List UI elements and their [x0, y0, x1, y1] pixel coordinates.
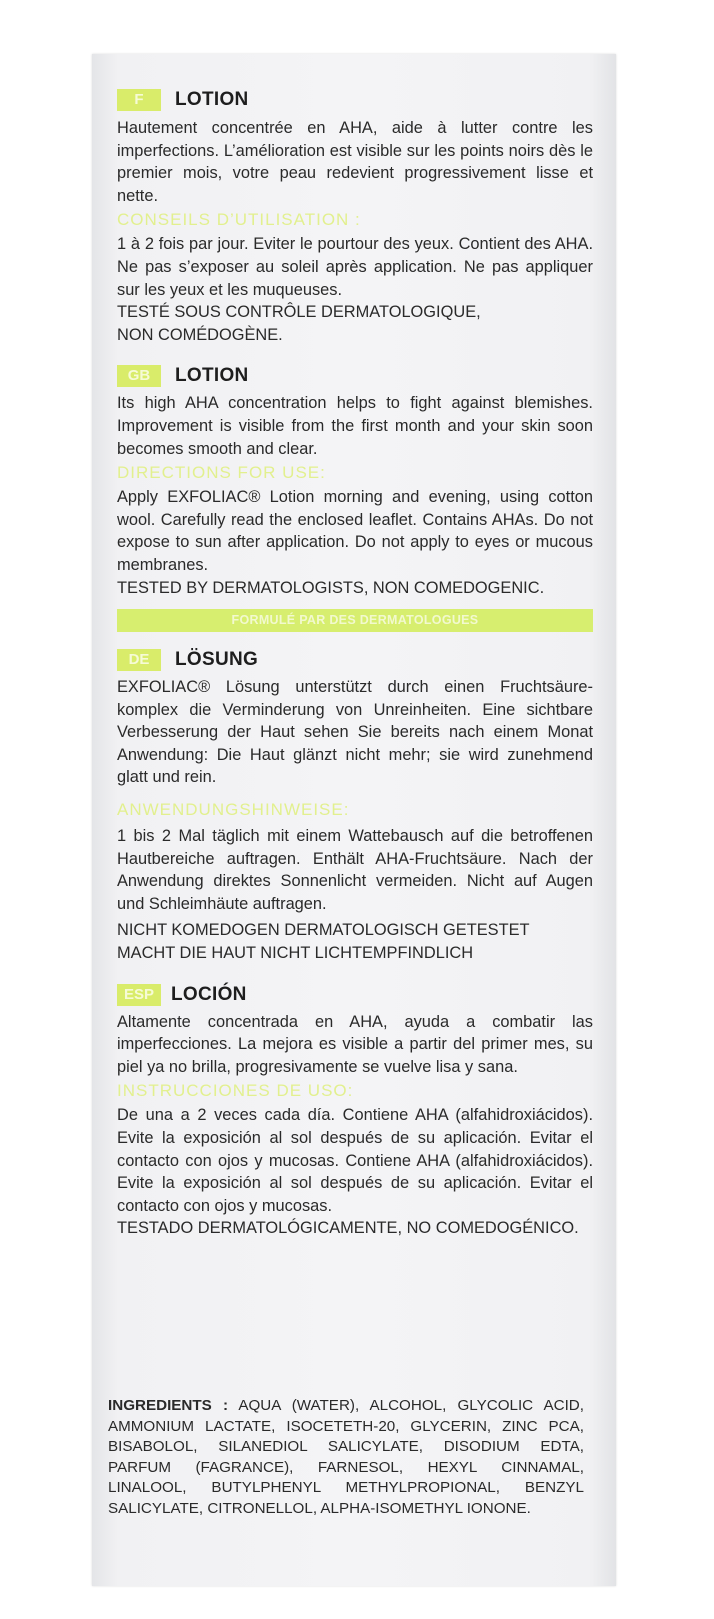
section-title-de: LÖSUNG [175, 649, 259, 671]
label-panel [117, 88, 593, 1240]
section-header-esp [117, 983, 593, 1007]
tested-text-esp: TESTADO DERMATOLÓGICAMENTE, NO COMEDOGÉNICO. [117, 1219, 579, 1238]
section-title-fr: LOTION [175, 89, 249, 110]
language-badge-esp: ESP [117, 984, 161, 1006]
usage-heading-gb: DIRECTIONS FOR USE: [117, 463, 326, 483]
usage-text-de: 1 bis 2 Mal täglich mit einem Wattebausch auf die betroffenen Hautbereiche auftragen. Enthält AHA-Fruchtsäure. Nach der Anwendung direktes Sonnenlicht vermeiden. Nicht auf Augen und Schleimhäute auftragen. [117, 827, 593, 913]
ingredients-label: INGREDIENTS : [108, 1397, 229, 1414]
section-title-gb: LOTION [175, 365, 249, 387]
language-badge-de: DE [117, 649, 161, 671]
tested-text-fr: TESTÉ SOUS CONTRÔLE DERMATOLOGIQUE, NON COMÉDOGÈNE. [117, 303, 481, 344]
tested-text-de-1: NICHT KOMEDOGEN DERMATOLOGISCH GETESTET [117, 921, 530, 940]
usage-text-gb: Apply EXFOLIAC® Lotion morning and evening, using cotton wool. Carefully read the enclosed leaflet. Contains AHAs. Do not expose to sun after application. Do not apply to eyes or mucous membranes. [117, 488, 593, 574]
description-gb: Its high AHA concentration helps to fight against blemishes. Improvement is visible from the first month and your skin soon becomes smooth and clear. [117, 394, 593, 458]
usage-heading-de: ANWENDUNGSHINWEISE: [117, 800, 350, 820]
usage-heading-esp: INSTRUCCIONES DE USO: [117, 1081, 354, 1101]
language-badge-gb: GB [117, 365, 161, 387]
section-header-gb [117, 364, 593, 388]
usage-text-esp: De una a 2 veces cada día. Contiene AHA (alfahidroxiácidos). Evite la exposición al sol después de su aplicación. Evitar el contacto con ojos y mucosas. Contiene AHA (alfahidroxiácidos). Evite la exposición al sol después de su aplicación. Evitar el contacto con ojos y mucosas. [117, 1106, 593, 1215]
tested-text-gb: TESTED BY DERMATOLOGISTS, NON COMEDOGENIC. [117, 578, 545, 597]
ingredients-text: AQUA (WATER), ALCOHOL, GLYCOLIC ACID, AMMONIUM LACTATE, ISOCETETH-20, GLYCERIN, ZINC PCA, BISABOLOL, SILANEDIOL SALICYLATE, DISODIUM EDTA, PARFUM (FAGRANCE), FARNESOL, HEXYL CINNAMAL, LINALOOL, BUTYLPHENYL METHYLPROPIONAL, BENZYL SALICYLATE, CITRONELLOL, ALPHA-ISOMETHYL IONONE. [108, 1397, 584, 1517]
usage-text-fr: 1 à 2 fois par jour. Eviter le pourtour des yeux. Contient des AHA. Ne pas s’exposer au soleil après application. Ne pas appliquer sur les yeux et les muqueuses. [117, 235, 593, 299]
dermatologist-banner: FORMULÉ PAR DES DERMATOLOGUES [117, 609, 593, 632]
tested-text-de-2: MACHT DIE HAUT NICHT LICHTEMPFINDLICH [117, 944, 474, 963]
section-header-fr [117, 88, 593, 112]
section-title-esp: LOCIÓN [171, 983, 247, 1005]
usage-heading-fr: CONSEILS D’UTILISATION : [117, 210, 361, 230]
description-de: EXFOLIAC® Lösung unterstützt durch einen Fruchtsäure-komplex die Verminderung von Unreinheiten. Eine sichtbare Verbesserung der Haut sehen Sie bereits nach einem Monat Anwendung: Die Haut glänzt nicht mehr; sie wird zunehmend glatt und rein. [117, 678, 593, 787]
section-header-de [117, 648, 593, 672]
description-esp: Altamente concentrada en AHA, ayuda a combatir las imperfecciones. La mejora es visible a partir del primer mes, su piel ya no brilla, progresivamente se vuelve lisa y sana. [117, 1012, 593, 1076]
language-badge-fr: F [117, 89, 161, 111]
description-fr: Hautement concentrée en AHA, aide à lutter contre les imperfections. L’amélioration est visible sur les points noirs dès le premier mois, votre peau redevient progressivement lisse et nette. [117, 119, 593, 205]
ingredients-list [108, 1396, 584, 1519]
